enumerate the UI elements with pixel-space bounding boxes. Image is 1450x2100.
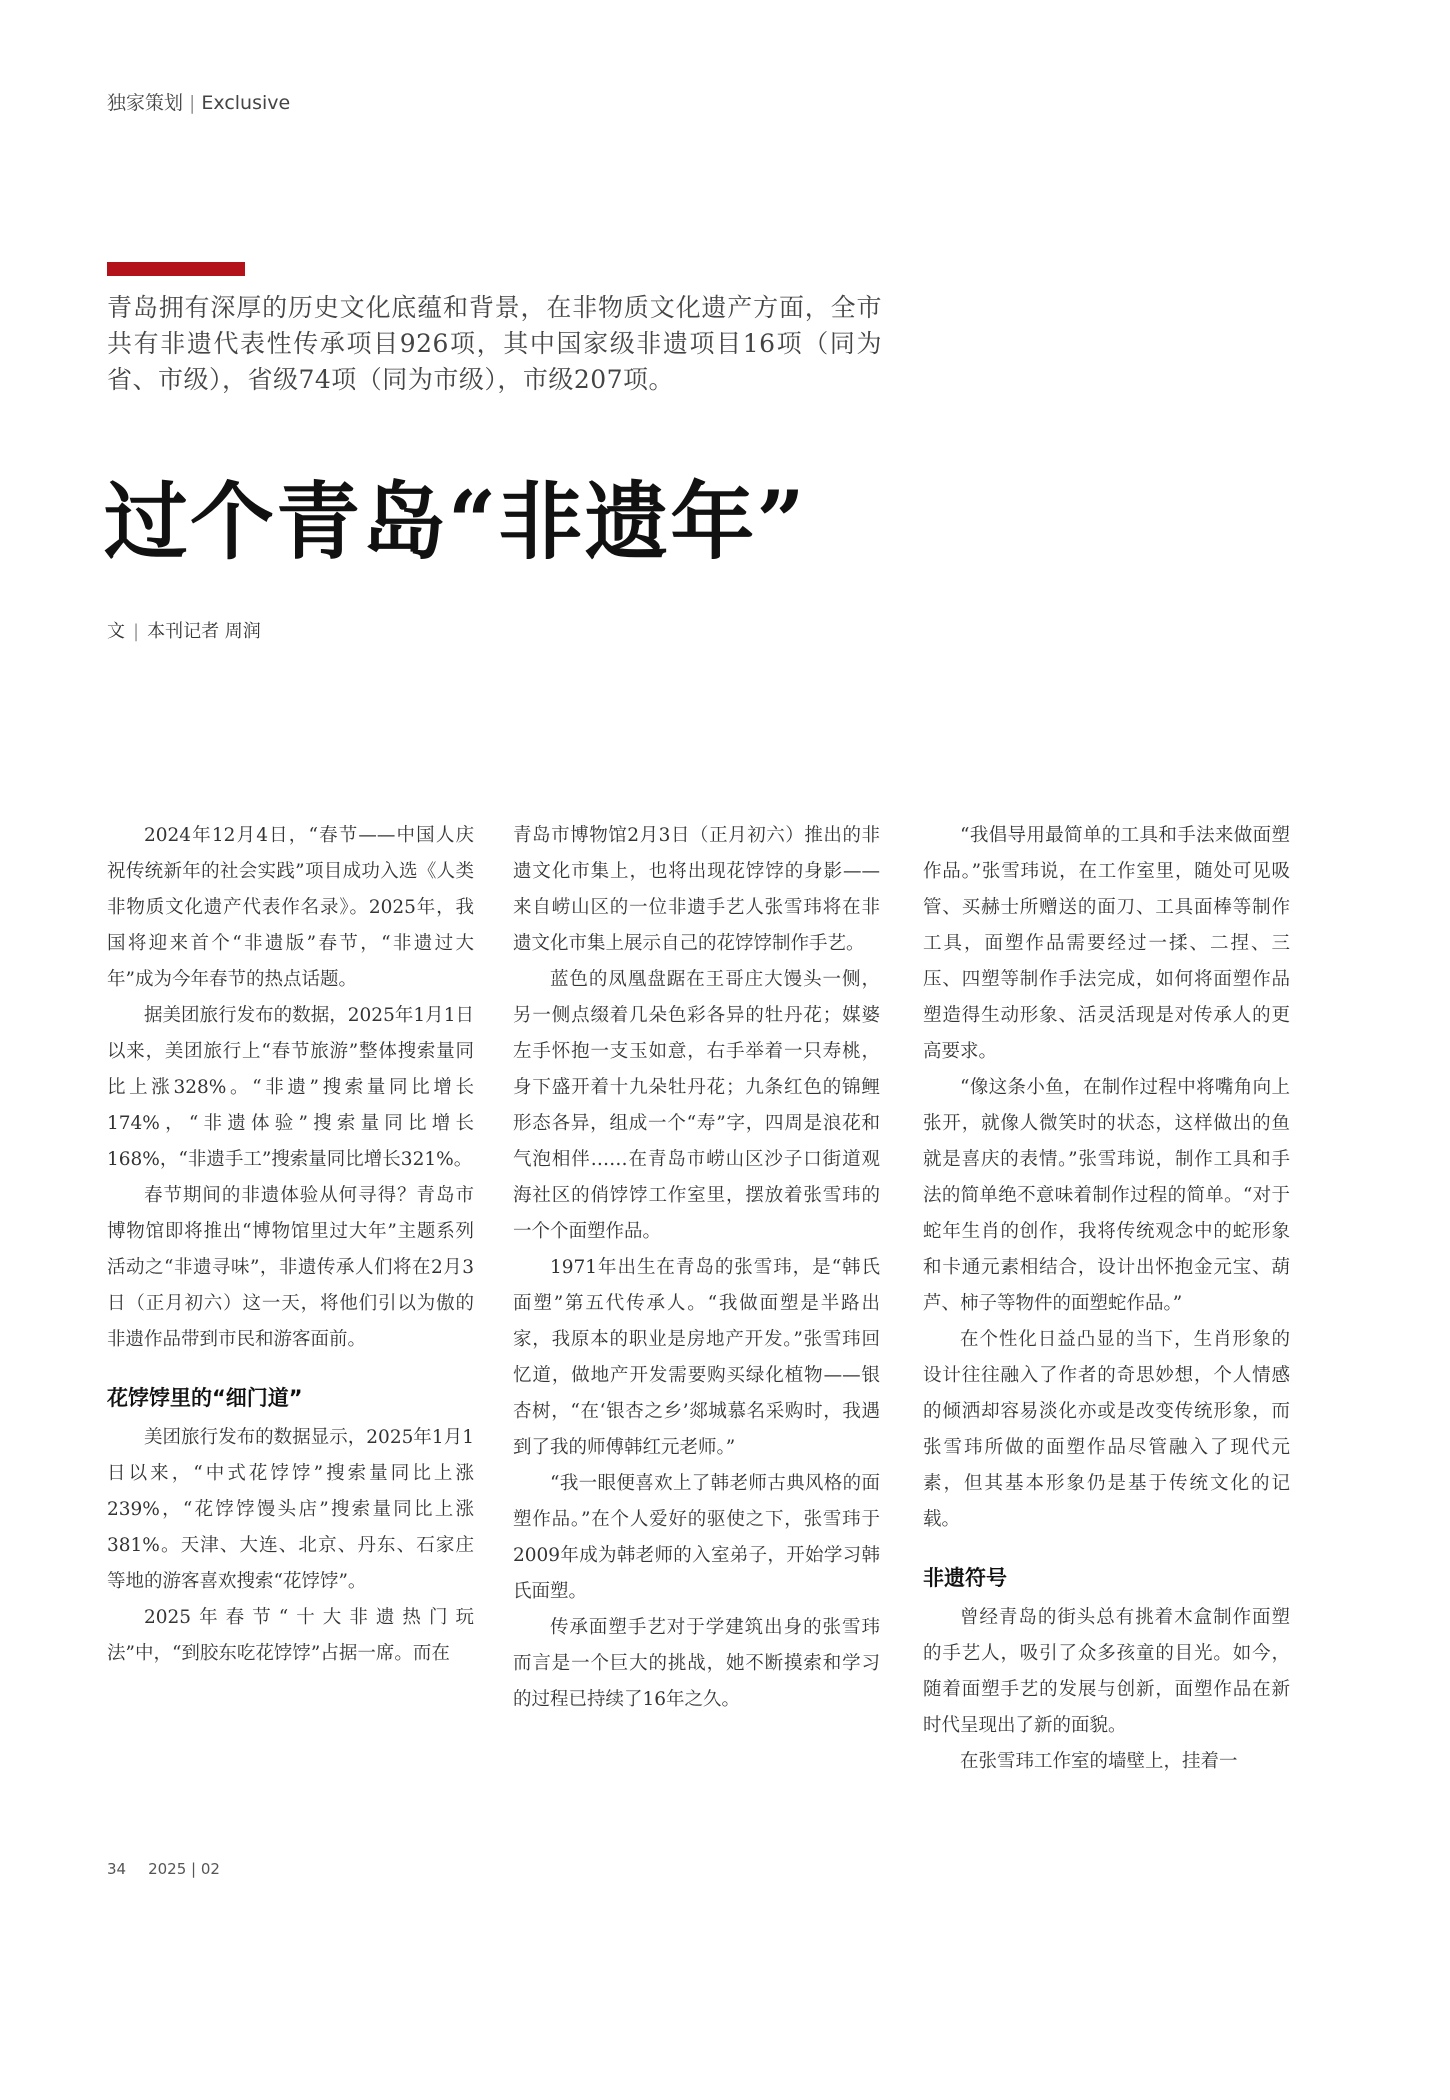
section-heading: 花饽饽里的“细门道” bbox=[107, 1386, 303, 1410]
body-paragraph: “我一眼便喜欢上了韩老师古典风格的面塑作品。”在个人爱好的驱使之下，张雪玮于2009年成为韩老师的入室弟子，开始学习韩氏面塑。 bbox=[513, 1473, 880, 1602]
body-paragraph: 美团旅行发布的数据显示，2025年1月1日以来，“中式花饽饽”搜索量同比上涨239%，“花饽饽馒头店”搜索量同比上涨381%。天津、大连、北京、丹东、石家庄等地的游客喜欢搜索“花饽饽”。 bbox=[107, 1427, 474, 1592]
byline-author: 本刊记者 周润 bbox=[147, 621, 261, 642]
section-tag bbox=[107, 88, 290, 115]
body-paragraph: 在张雪玮工作室的墙壁上，挂着一 bbox=[960, 1751, 1238, 1772]
body-paragraph: “像这条小鱼，在制作过程中将嘴角向上张开，就像人微笑时的状态，这样做出的鱼就是喜庆的表情。”张雪玮说，制作工具和手法的简单绝不意味着制作过程的简单。“对于蛇年生肖的创作，我将传统观念中的蛇形象和卡通元素相结合，设计出怀抱金元宝、葫芦、柿子等物件的面塑蛇作品。” bbox=[923, 1077, 1290, 1314]
accent-bar bbox=[107, 262, 245, 276]
body-paragraph: 2025年春节“十大非遗热门玩法”中，“到胶东吃花饽饽”占据一席。而在 bbox=[107, 1607, 474, 1664]
byline-prefix: 文 bbox=[107, 621, 125, 642]
page-number: 34 bbox=[107, 1860, 127, 1878]
body-paragraph: 据美团旅行发布的数据，2025年1月1日以来，美团旅行上“春节旅游”整体搜索量同比上涨328%。“非遗”搜索量同比增长174%，“非遗体验”搜索量同比增长168%，“非遗手工”搜索量同比增长321%。 bbox=[107, 1005, 474, 1170]
body-column-2 bbox=[513, 818, 880, 1718]
page-footer bbox=[107, 1860, 220, 1878]
body-paragraph: 传承面塑手艺对于学建筑出身的张雪玮而言是一个巨大的挑战，她不断摸索和学习的过程已持续了16年之久。 bbox=[513, 1617, 880, 1710]
section-tag-en: Exclusive bbox=[201, 92, 291, 114]
body-paragraph: 2024年12月4日，“春节——中国人庆祝传统新年的社会实践”项目成功入选《人类非物质文化遗产代表作名录》。2025年，我国将迎来首个“非遗版”春节，“非遗过大年”成为今年春节的热点话题。 bbox=[107, 825, 474, 990]
body-paragraph: 1971年出生在青岛的张雪玮，是“韩氏面塑”第五代传承人。“我做面塑是半路出家，我原本的职业是房地产开发。”张雪玮回忆道，做地产开发需要购买绿化植物——银杏树，“在‘银杏之乡’郯城慕名采购时，我遇到了我的师傅韩红元老师。” bbox=[513, 1257, 880, 1458]
body-paragraph: 在个性化日益凸显的当下，生肖形象的设计往往融入了作者的奇思妙想，个人情感的倾洒却容易淡化亦或是改变传统形象，而张雪玮所做的面塑作品尽管融入了现代元素，但其基本形象仍是基于传统文化的记载。 bbox=[923, 1329, 1290, 1530]
body-paragraph: 曾经青岛的街头总有挑着木盒制作面塑的手艺人，吸引了众多孩童的目光。如今，随着面塑手艺的发展与创新，面塑作品在新时代呈现出了新的面貌。 bbox=[923, 1607, 1290, 1736]
body-column-1 bbox=[107, 818, 474, 1672]
byline bbox=[107, 617, 261, 643]
section-tag-cn: 独家策划 bbox=[107, 92, 184, 114]
body-paragraph: 春节期间的非遗体验从何寻得？青岛市博物馆即将推出“博物馆里过大年”主题系列活动之“非遗寻味”，非遗传承人们将在2月3日（正月初六）这一天，将他们引以为傲的非遗作品带到市民和游客面前。 bbox=[107, 1185, 474, 1350]
section-heading: 非遗符号 bbox=[923, 1566, 1007, 1590]
issue-label: 2025 | 02 bbox=[148, 1860, 220, 1878]
article-title: 过个青岛“非遗年” bbox=[104, 472, 807, 571]
section-tag-separator: | bbox=[189, 92, 196, 114]
body-paragraph: 青岛市博物馆2月3日（正月初六）推出的非遗文化市集上，也将出现花饽饽的身影——来自崂山区的一位非遗手艺人张雪玮将在非遗文化市集上展示自己的花饽饽制作手艺。 bbox=[513, 825, 880, 954]
body-paragraph: “我倡导用最简单的工具和手法来做面塑作品。”张雪玮说，在工作室里，随处可见吸管、买赫士所赠送的面刀、工具面棒等制作工具，面塑作品需要经过一揉、二捏、三压、四塑等制作手法完成，如何将面塑作品塑造得生动形象、活灵活现是对传承人的更高要求。 bbox=[923, 825, 1290, 1062]
lead-paragraph: 青岛拥有深厚的历史文化底蕴和背景，在非物质文化遗产方面，全市共有非遗代表性传承项目926项，其中国家级非遗项目16项（同为省、市级），省级74项（同为市级），市级207项。 bbox=[107, 293, 882, 394]
byline-separator: | bbox=[133, 621, 140, 642]
body-paragraph: 蓝色的凤凰盘踞在王哥庄大馒头一侧，另一侧点缀着几朵色彩各异的牡丹花；媒婆左手怀抱一支玉如意，右手举着一只寿桃，身下盛开着十九朵牡丹花；九条红色的锦鲤形态各异，组成一个“寿”字，四周是浪花和气泡相伴……在青岛市崂山区沙子口街道观海社区的俏饽饽工作室里，摆放着张雪玮的一个个面塑作品。 bbox=[513, 969, 880, 1242]
body-column-3 bbox=[923, 818, 1290, 1780]
